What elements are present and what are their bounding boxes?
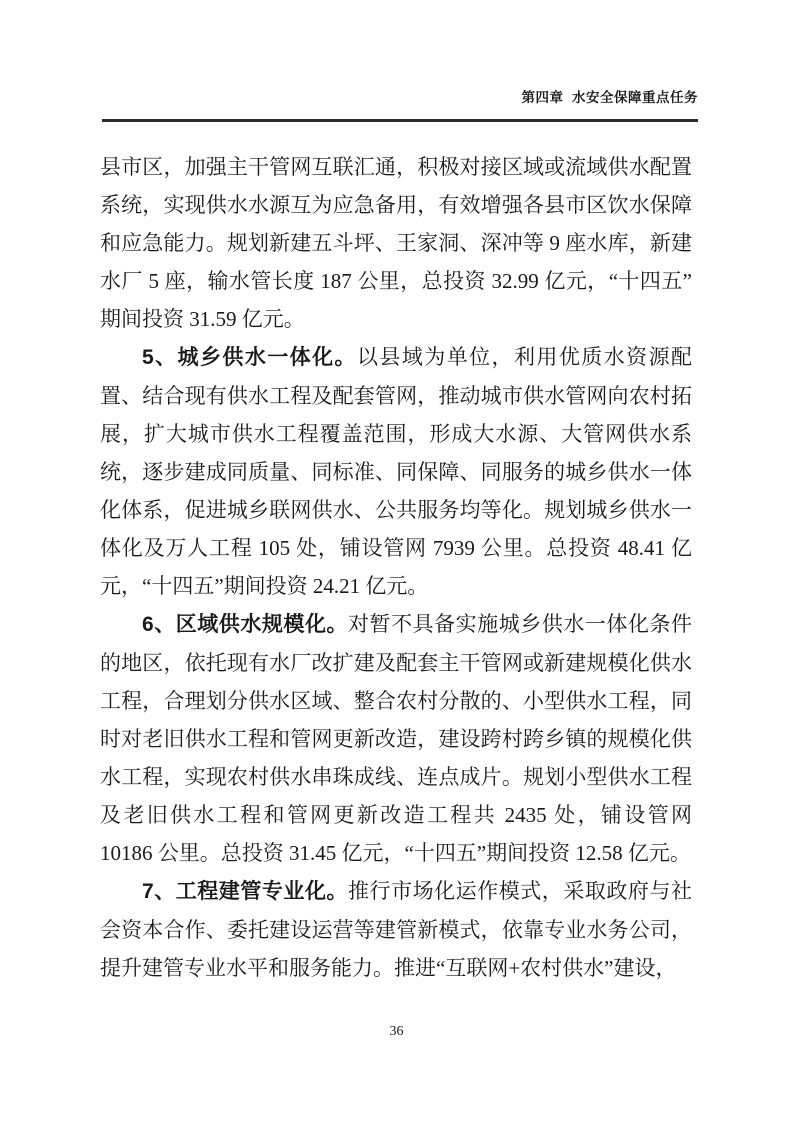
- paragraph-item-7: [100, 872, 692, 987]
- paragraph-item-7-lead: 7、工程建管专业化。: [142, 880, 349, 903]
- paragraph-item-5: [100, 338, 692, 605]
- paragraph-item-7-text: 推行市场化运作模式，采取政府与社会资本合作、委托建设运营等建管新模式，依靠专业水务公司，提升建管专业水平和服务能力。推进“互联网+农村供水”建设，: [100, 879, 693, 980]
- paragraph-item-6: [100, 605, 692, 872]
- chapter-title: 第四章 水安全保障重点任务: [521, 90, 698, 105]
- paragraph-continuation-text: 县市区，加强主干管网互联汇通，积极对接区域或流域供水配置系统，实现供水水源互为应急备用，有效增强各县市区饮水保障和应急能力。规划新建五斗坪、王家洞、深冲等 9 座水库，新建水厂 5 座，输水管长度 187 公里，总投资 32.99 亿元，“十四五”期间投资 31.59 亿元。: [100, 155, 692, 331]
- paragraph-item-6-lead: 6、区域供水规模化。: [142, 613, 349, 636]
- page-header: [102, 86, 698, 107]
- paragraph-item-5-lead: 5、城乡供水一体化。: [142, 346, 357, 369]
- header-rule: [102, 119, 698, 122]
- document-body: [100, 148, 692, 987]
- paragraph-item-6-text: 对暂不具备实施城乡供水一体化条件的地区，依托现有水厂改扩建及配套主干管网或新建规模化供水工程，合理划分供水区域、整合农村分散的、小型供水工程，同时对老旧供水工程和管网更新改造，建设跨村跨乡镇的规模化供水工程，实现农村供水串珠成线、连点成片。规划小型供水工程及老旧供水工程和管网更新改造工程共 2435 处，铺设管网 10186 公里。总投资 31.45 亿元，“十四五”期间投资 12.58 亿元。: [100, 612, 693, 865]
- paragraph-item-5-text: 以县域为单位，利用优质水资源配置、结合现有供水工程及配套管网，推动城市供水管网向农村拓展，扩大城市供水工程覆盖范围，形成大水源、大管网供水系统，逐步建成同质量、同标准、同保障、同服务的城乡供水一体化体系，促进城乡联网供水、公共服务均等化。规划城乡供水一体化及万人工程 105 处，铺设管网 7939 公里。总投资 48.41 亿元，“十四五”期间投资 24.21 亿元。: [100, 345, 692, 598]
- page-number: 36: [389, 1024, 404, 1039]
- page-footer: [0, 1022, 793, 1040]
- paragraph-continuation: [100, 148, 692, 338]
